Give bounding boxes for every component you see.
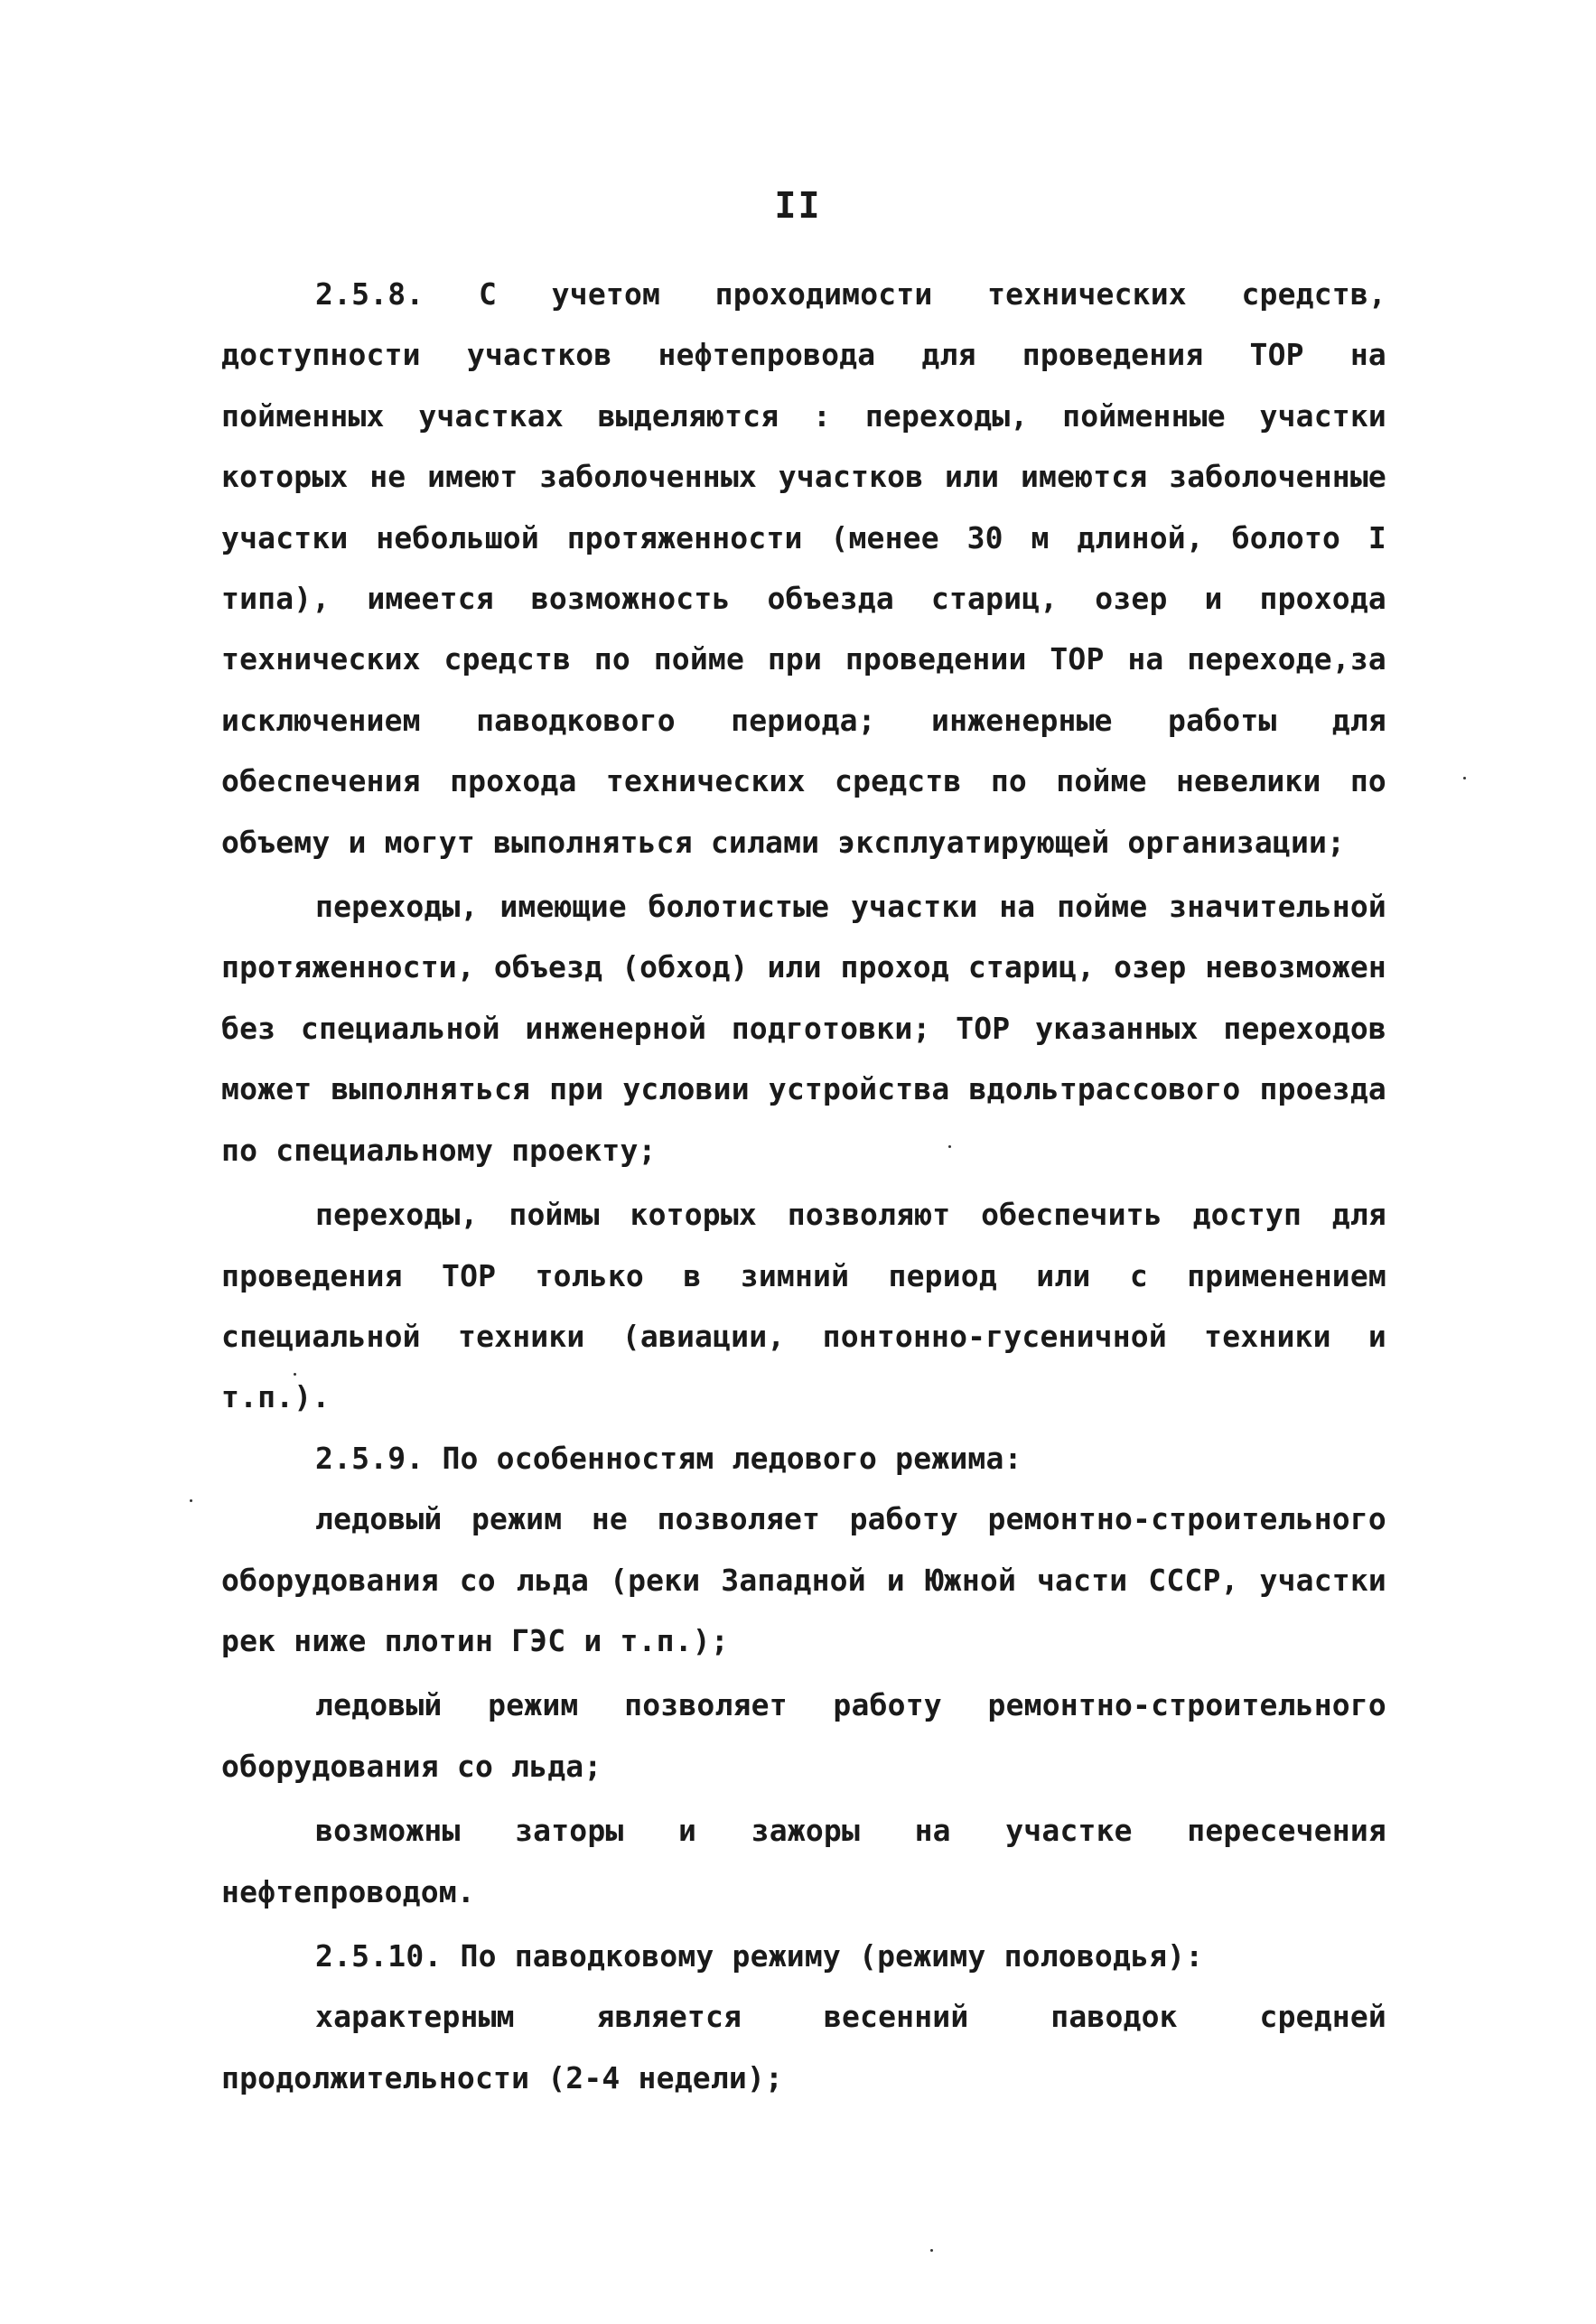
scan-speck: [190, 1499, 192, 1502]
paragraph-spring-flood: характерным является весенний паводок средней продолжительности (2-4 недели);: [221, 1999, 1386, 2095]
paragraph-2-5-10: 2.5.10. По паводковому режиму (режиму половодья):: [315, 1937, 1204, 1974]
paragraph-ice-not-allowing: ледовый режим не позволяет работу ремонтно-строительного оборудования со льда (реки Западной и Южной части СССР, участки рек ниже плотин ГЭС и т.п.);: [221, 1501, 1386, 1658]
scan-speck: [294, 1373, 296, 1376]
paragraph-2-5-8: 2.5.8. С учетом проходимости технических средств, доступности участков нефтепровода для проведения ТОР на пойменных участках выделяются : переходы, пойменные участки которых не имеют заболоченных участков или имеются заболоченные участки небольшой протяженности (менее 30 м длиной, болото I типа), имеется возможность объезда стариц, озер и прохода технических средств по пойме при проведении ТОР на переходе,за исключением паводкового периода; инженерные работы для обеспечения прохода технических средств по пойме невелики по объему и могут выполняться силами эксплуатирующей организации;: [221, 276, 1386, 860]
paragraph-ice-jams: возможны заторы и зажоры на участке пересечения нефтепроводом.: [221, 1813, 1386, 1909]
paragraph-winter-access-crossings: переходы, поймы которых позволяют обеспечить доступ для проведения ТОР только в зимний период или с применением специальной техники (авиации, понтонно-гусеничной техники и т.п.).: [221, 1197, 1386, 1415]
scan-speck: [930, 2249, 933, 2252]
paragraph-2-5-9: 2.5.9. По особенностям ледового режима:: [315, 1440, 1022, 1476]
page-number: II: [774, 185, 822, 227]
scan-speck: [1463, 777, 1466, 779]
paragraph-swampy-crossings: переходы, имеющие болотистые участки на пойме значительной протяженности, объезд (обход) или проход стариц, озер невозможен без специальной инженерной подготовки; ТОР указанных переходов может выполняться при условии устройства вдольтрассового проезда по специальному проекту;: [221, 889, 1386, 1168]
paragraph-ice-allowing: ледовый режим позволяет работу ремонтно-строительного оборудования со льда;: [221, 1687, 1386, 1784]
scan-speck: [948, 1145, 951, 1148]
document-body: [221, 264, 1386, 2108]
